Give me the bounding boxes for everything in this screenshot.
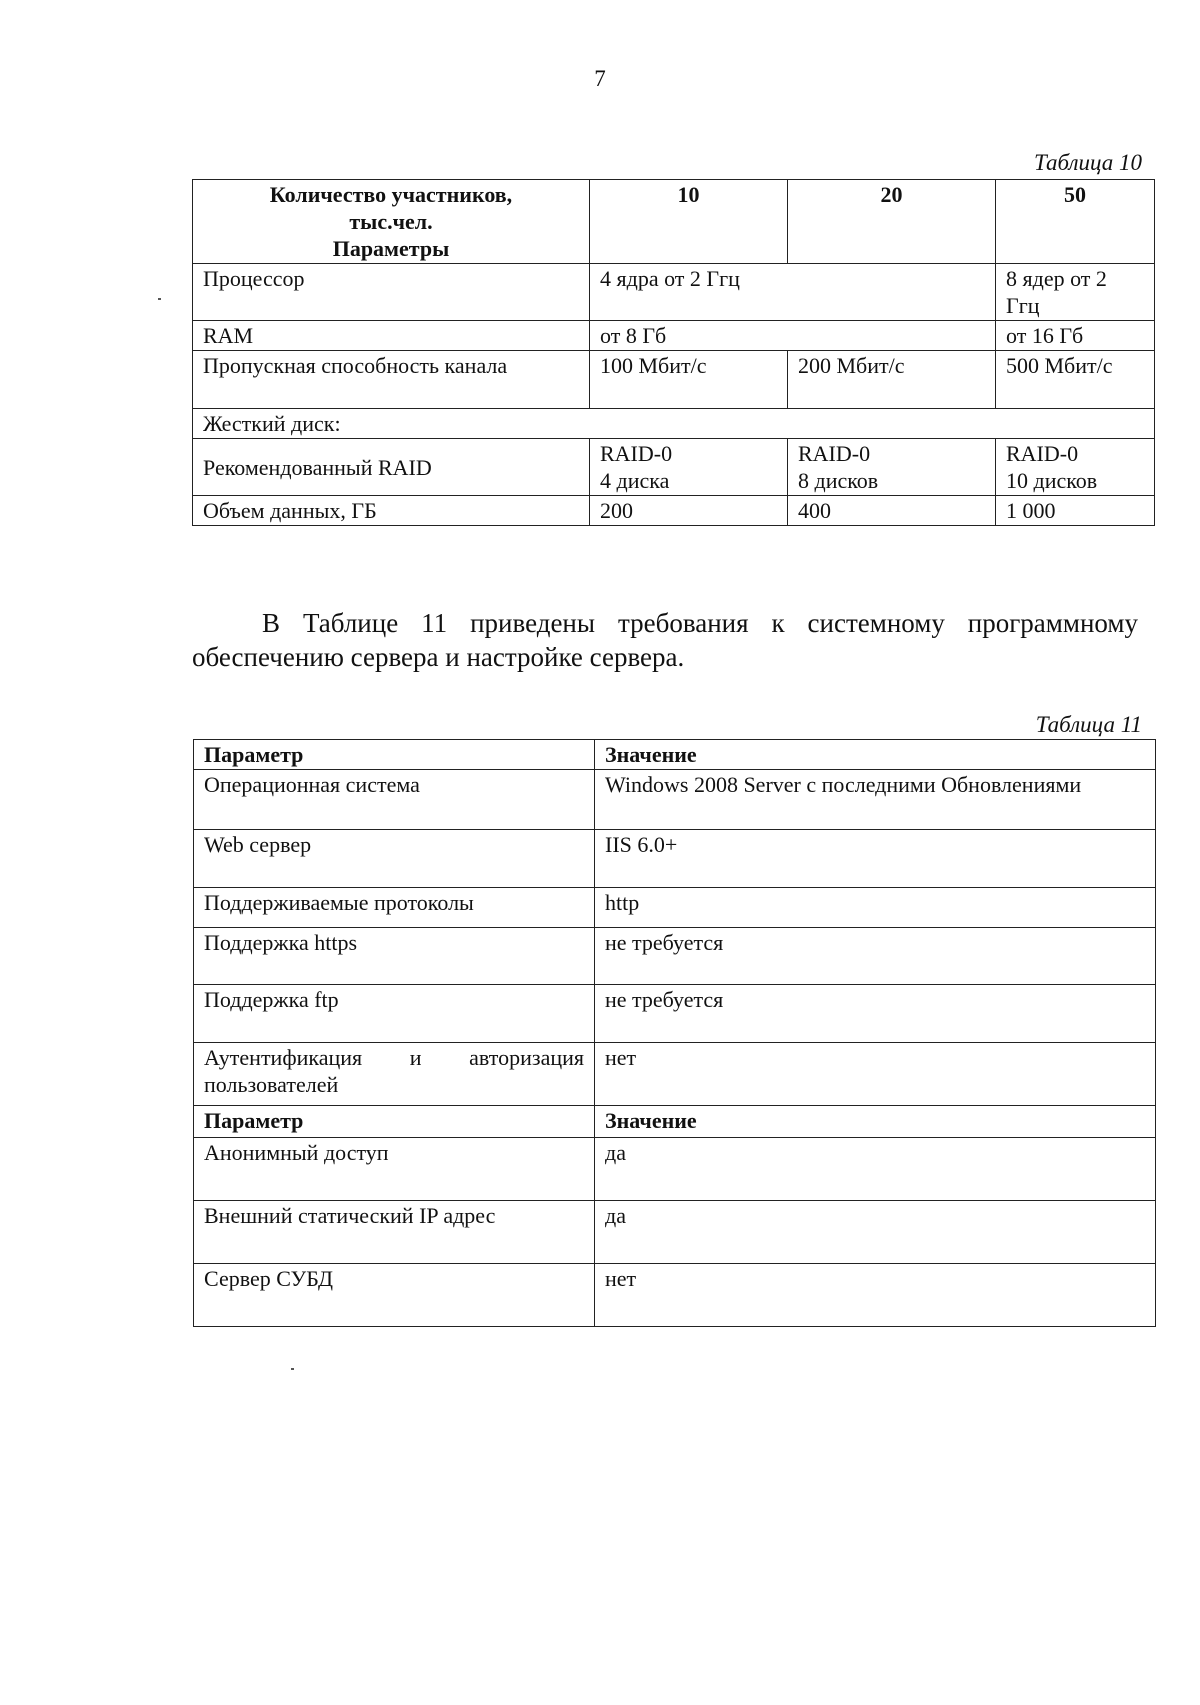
table-row	[194, 1264, 1156, 1327]
param-cell: Web сервер	[194, 830, 595, 888]
header-parameters: Количество участников, тыс.чел. Параметры	[193, 180, 590, 264]
value-cell: Windows 2008 Server с последними Обновлениями	[595, 770, 1156, 830]
cell-value: RAID-0 4 диска	[590, 439, 788, 496]
value-cell: Значение	[595, 740, 1156, 770]
table-11-caption: Таблица 11	[1035, 712, 1142, 737]
table-row	[193, 264, 1155, 321]
param-cell: Аутентификация и авторизация пользователей	[194, 1043, 595, 1106]
table-row	[193, 409, 1155, 439]
param-cell: Параметр	[194, 740, 595, 770]
cell-value: 400	[788, 496, 996, 526]
page-number: 7	[594, 66, 606, 91]
value-cell: нет	[595, 1264, 1156, 1327]
header-col-10: 10	[590, 180, 788, 264]
row-label: RAM	[193, 321, 590, 351]
table-row	[193, 321, 1155, 351]
cell-value: от 8 Гб	[590, 321, 996, 351]
value-cell: не требуется	[595, 928, 1156, 985]
param-cell: Операционная система	[194, 770, 595, 830]
row-label: Рекомендованный RAID	[193, 439, 590, 496]
value-cell: да	[595, 1201, 1156, 1264]
param-cell: Внешний статический IP адрес	[194, 1201, 595, 1264]
table-row	[194, 1043, 1156, 1106]
table-row	[193, 439, 1155, 496]
param-cell: Поддерживаемые протоколы	[194, 888, 595, 928]
param-cell: Параметр	[194, 1106, 595, 1138]
cell-value: 4 ядра от 2 Ггц	[590, 264, 996, 321]
table-row	[193, 180, 1155, 264]
param-cell: Сервер СУБД	[194, 1264, 595, 1327]
table-row	[194, 1138, 1156, 1201]
row-label: Пропускная способность канала	[193, 351, 590, 409]
cell-value: от 16 Гб	[996, 321, 1155, 351]
table-header-row	[194, 1106, 1156, 1138]
body-paragraph: В Таблице 11 приведены требования к системному программному обеспечению сервера и настройке сервера.	[192, 608, 1138, 672]
scan-speck	[291, 1368, 294, 1370]
cell-value: RAID-0 10 дисков	[996, 439, 1155, 496]
table-header-row	[194, 740, 1156, 770]
table-row	[194, 888, 1156, 928]
param-cell: Поддержка ftp	[194, 985, 595, 1043]
table-row	[193, 496, 1155, 526]
value-cell: IIS 6.0+	[595, 830, 1156, 888]
row-label: Жесткий диск:	[193, 409, 1155, 439]
table-row	[194, 770, 1156, 830]
value-cell: http	[595, 888, 1156, 928]
value-cell: да	[595, 1138, 1156, 1201]
table-row	[194, 1201, 1156, 1264]
value-cell: нет	[595, 1043, 1156, 1106]
header-col-20: 20	[788, 180, 996, 264]
row-label: Объем данных, ГБ	[193, 496, 590, 526]
table-11	[193, 739, 1156, 1327]
table-row	[194, 928, 1156, 985]
cell-value: RAID-0 8 дисков	[788, 439, 996, 496]
scan-speck	[158, 298, 161, 300]
cell-value: 1 000	[996, 496, 1155, 526]
table-row	[194, 985, 1156, 1043]
table-row	[194, 830, 1156, 888]
cell-value: 200 Мбит/с	[788, 351, 996, 409]
value-cell: не требуется	[595, 985, 1156, 1043]
cell-value: 500 Мбит/с	[996, 351, 1155, 409]
cell-value: 200	[590, 496, 788, 526]
header-col-50: 50	[996, 180, 1155, 264]
row-label: Процессор	[193, 264, 590, 321]
cell-value: 8 ядер от 2 Ггц	[996, 264, 1155, 321]
param-cell: Поддержка https	[194, 928, 595, 985]
param-cell: Анонимный доступ	[194, 1138, 595, 1201]
table-row	[193, 351, 1155, 409]
table-10-caption: Таблица 10	[1033, 150, 1142, 175]
table-10	[192, 179, 1155, 526]
value-cell: Значение	[595, 1106, 1156, 1138]
cell-value: 100 Мбит/с	[590, 351, 788, 409]
